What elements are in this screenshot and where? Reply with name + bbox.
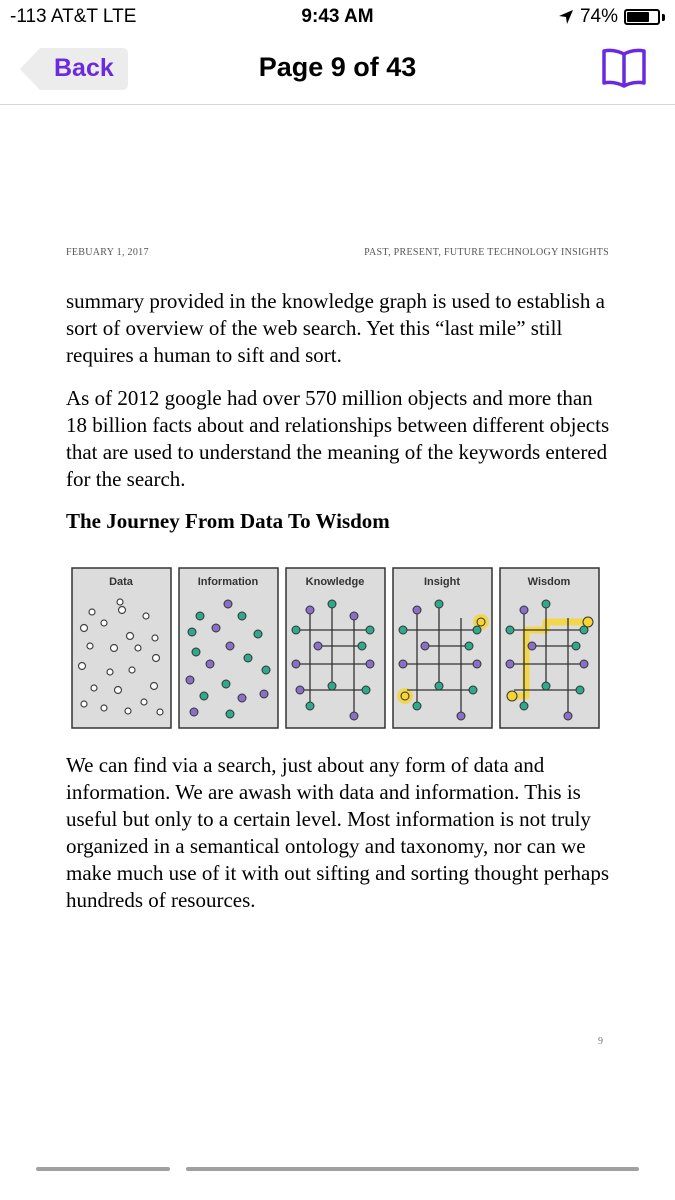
status-time: 9:43 AM — [301, 6, 374, 27]
panel-data — [72, 568, 171, 728]
document-header — [66, 247, 609, 263]
status-bar — [0, 0, 675, 36]
battery-icon — [624, 9, 660, 25]
location-arrow-icon — [558, 9, 574, 25]
paragraph-3: We can find via a search, just about any form of data and information. We are awash with data and information. This is useful but only to a certain level. Most information is not truly organized in a semantical ontology and taxonomy, nor can we make much use of it with out sifting and sorting thought perhaps hundreds of resources. — [66, 753, 610, 912]
panel-label-wisdom: Wisdom — [527, 576, 571, 588]
book-icon[interactable] — [601, 46, 647, 88]
paragraph-1: summary provided in the knowledge graph is used to establish a sort of overview of the web search. Yet this “last mile” still requires a human to sift and sort. — [66, 289, 605, 367]
status-right — [558, 6, 665, 28]
battery-percent: 74% — [579, 6, 618, 27]
panel-insight — [393, 568, 492, 728]
carrier-signal: -113 AT&T LTE — [10, 6, 137, 27]
panel-wisdom — [500, 568, 599, 728]
document-series-title: PAST, PRESENT, FUTURE TECHNOLOGY INSIGHTS — [364, 247, 609, 258]
paragraph-2: As of 2012 google had over 570 million objects and more than 18 billion facts about and relationships between different objects that are used to understand the meaning of the keywords entered for the search. — [66, 386, 610, 491]
page-title: Page 9 of 43 — [258, 52, 417, 82]
panel-knowledge — [286, 568, 385, 728]
section-heading: The Journey From Data To Wisdom — [66, 509, 390, 533]
page-scrubber-right[interactable] — [186, 1167, 639, 1171]
panel-label-insight: Insight — [423, 576, 461, 588]
data-to-wisdom-figure — [70, 566, 607, 732]
page-scrubber-left[interactable] — [36, 1167, 170, 1171]
panel-label-data: Data — [109, 576, 133, 588]
battery-tip — [662, 14, 665, 21]
back-label: Back — [54, 54, 114, 82]
panel-label-information: Information — [197, 576, 259, 588]
document-date: FEBUARY 1, 2017 — [66, 247, 149, 258]
nav-bar — [0, 36, 675, 105]
panel-label-knowledge: Knowledge — [305, 576, 365, 588]
page-number: 9 — [598, 1036, 603, 1047]
panel-information — [179, 568, 278, 728]
